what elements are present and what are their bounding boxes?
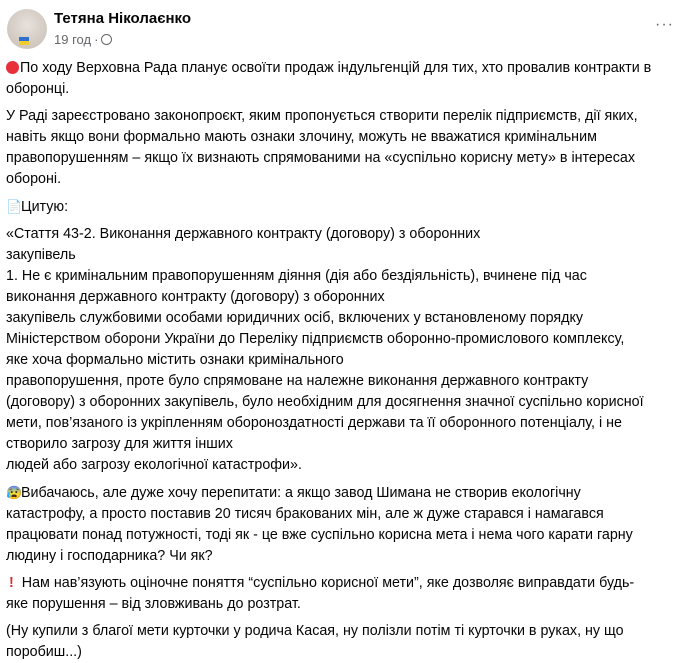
line-text: людей або загрозу екологічної катастрофи». — [6, 457, 302, 473]
text-line — [6, 329, 682, 350]
line-text: Міністерством оборони України до Переліку підприємств оборонно-промислового комплексу, — [6, 331, 625, 347]
line-text: навіть якщо вони формально мають ознаки злочину, можуть не вважатися кримінальним — [6, 129, 597, 145]
post-header — [0, 0, 688, 58]
text-line — [6, 525, 682, 546]
paragraph — [6, 106, 682, 190]
line-text: правопорушення, проте було спрямоване на належне виконання державного контракту — [6, 373, 589, 389]
red-circle-icon — [6, 61, 19, 74]
line-text: закупівель службовими особами юридичних осіб, включених у встановленому порядку — [6, 310, 584, 326]
line-text: Цитую: — [21, 199, 69, 215]
text-line — [6, 350, 682, 371]
line-text: працювати понад потужності, тоді як - це вже суспільно корисна мета і нема чого карати гарну — [6, 527, 633, 543]
line-text: У Раді зареєстровано законопроєкт, яким пропонується створити перелік підприємств, дії яких, — [6, 108, 638, 124]
paragraph — [6, 58, 682, 100]
text-line — [6, 58, 682, 79]
line-text: По ходу Верховна Рада планує освоїти продаж індульгенцій для тих, хто провалив контракти в — [20, 60, 652, 76]
line-text: яке хоча формально містить ознаки кримінального — [6, 352, 344, 368]
text-line — [6, 482, 682, 504]
line-text: оборонці. — [6, 81, 70, 97]
text-line — [6, 371, 682, 392]
text-line — [6, 392, 682, 413]
text-line — [6, 79, 682, 100]
text-line — [6, 504, 682, 525]
line-text: правопорушенням – якщо їх визнають спрямованими на «суспільно корисну мету» в інтересах — [6, 150, 635, 166]
avatar[interactable] — [7, 9, 47, 49]
text-line — [6, 434, 682, 455]
line-text: виконання державного контракту (договору) з оборонних — [6, 289, 385, 305]
anxious-face-icon: 😰 — [6, 485, 23, 500]
line-text: створило загрозу для життя інших — [6, 436, 233, 452]
ukraine-flag-icon — [19, 37, 29, 45]
text-line — [6, 308, 682, 329]
line-text: людину і господарника? Чи як? — [6, 548, 213, 564]
text-line — [6, 621, 682, 642]
post-meta — [54, 32, 112, 47]
line-text: яке порушення – від зловживань до розтрат. — [6, 596, 301, 612]
text-line — [6, 127, 682, 148]
text-line — [6, 106, 682, 127]
line-text: (договору) з оборонних закупівель, було необхідним для досягнення значної суспільно корисної — [6, 394, 644, 410]
globe-icon[interactable] — [101, 34, 112, 45]
text-line — [6, 642, 682, 663]
separator: · — [94, 32, 99, 47]
text-line — [6, 224, 682, 245]
text-line — [6, 266, 682, 287]
line-text: обороні. — [6, 171, 62, 187]
post-body — [0, 58, 688, 663]
line-text: катастрофу, а просто поставив 20 тисяч бракованих мін, але ж дуже старався і намагався — [6, 506, 604, 522]
line-text: «Стаття 43-2. Виконання державного контракту (договору) з оборонних — [6, 226, 481, 242]
author-name[interactable]: Тетяна Ніколаєнко — [54, 10, 192, 27]
page-icon: 📄 — [6, 199, 23, 214]
line-text: мети, пов’язаного із укріпленням обороноздатності держави та її оборонного потенціалу, і не — [6, 415, 622, 431]
exclamation-icon: ! — [9, 575, 14, 591]
post-time[interactable]: 19 год — [54, 32, 92, 47]
line-text: поробиш...) — [6, 644, 82, 660]
text-line — [6, 196, 682, 218]
line-text: (Ну купили з благої мети курточки у родича Касая, ну полізли потім ті курточки в руках, ну що — [6, 623, 624, 639]
more-options-button[interactable]: ··· — [655, 16, 674, 33]
paragraph — [6, 482, 682, 567]
text-line — [6, 148, 682, 169]
text-line — [6, 546, 682, 567]
text-line — [6, 413, 682, 434]
line-text: 1. Не є кримінальним правопорушенням діяння (дія або бездіяльність), вчинене під час — [6, 268, 587, 284]
line-text: закупівель — [6, 247, 76, 263]
text-line — [6, 245, 682, 266]
paragraph — [6, 196, 682, 218]
text-line — [6, 594, 682, 615]
line-text: Вибачаюсь, але дуже хочу перепитати: а якщо завод Шимана не створив екологічну — [21, 485, 581, 501]
text-line — [6, 287, 682, 308]
paragraph — [6, 573, 682, 615]
line-text: Нам нав’язують оціночне поняття “суспільно корисної мети”, яке дозволяє виправдати будь- — [21, 575, 635, 591]
text-line — [6, 455, 682, 476]
text-line — [6, 169, 682, 190]
text-line — [6, 573, 682, 594]
paragraph — [6, 224, 682, 476]
paragraph — [6, 621, 682, 663]
